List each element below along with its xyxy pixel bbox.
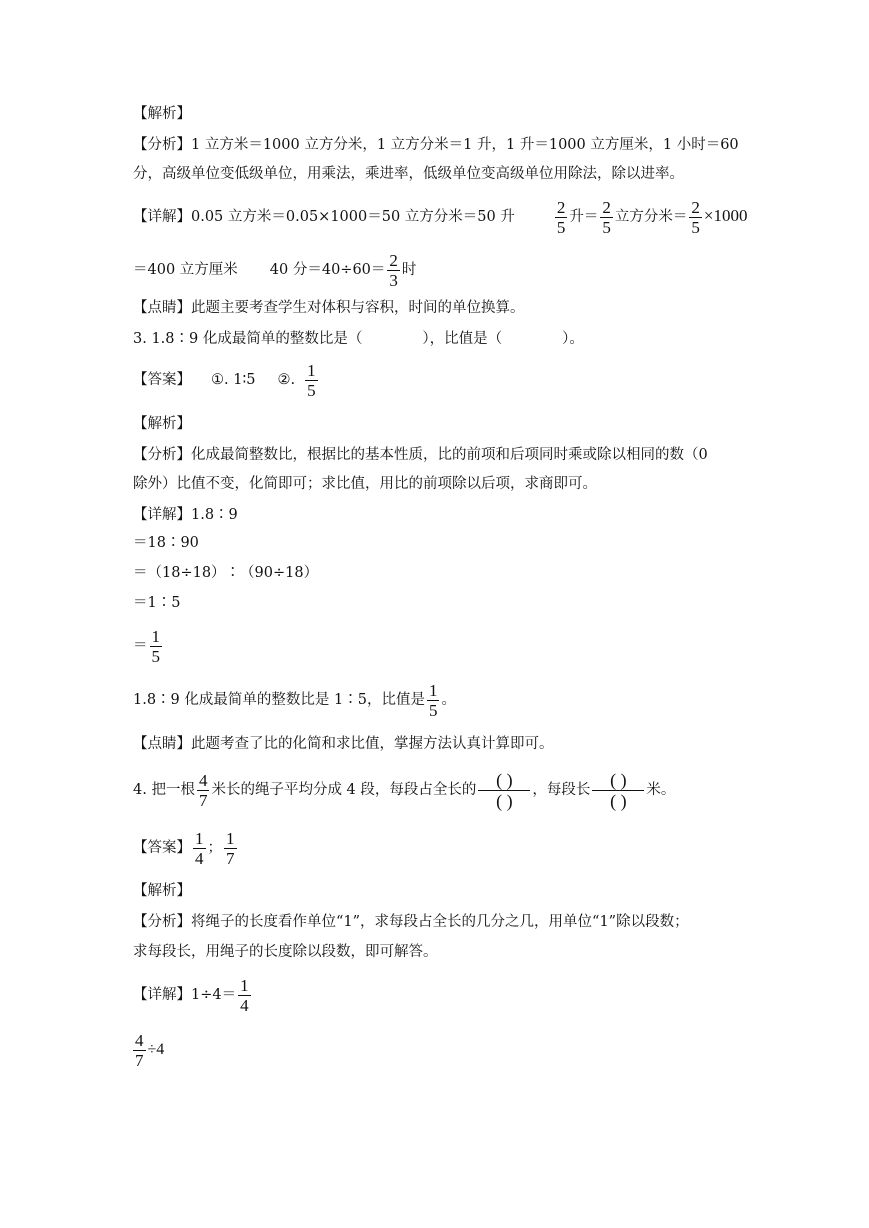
section-label-jiexi: 【解析】 (133, 416, 191, 432)
comment-line: 【点睛】此题考查了比的化简和求比值，掌握方法认真计算即可。 (133, 736, 554, 752)
detail-line-2: ＝400 立方厘米 40 分＝40÷60＝ $\frac{2}{3}$ 时 (133, 250, 417, 290)
fraction: $\frac{4}{7}$ (135, 1030, 144, 1070)
detail-step: ＝1∶5 (133, 595, 181, 611)
answer-3: 【答案】 ①. 1∶5 ②. $\frac{1}{5}$ (133, 360, 316, 400)
detail-step: ＝ $\frac{1}{5}$ (133, 626, 160, 666)
analysis-line-1: 【分析】将绳子的长度看作单位“1”，求每段占全长的几分之几，用单位“1”除以段数； (133, 914, 689, 930)
section-label-jiexi: 【解析】 (133, 106, 191, 122)
fraction: $\frac{1}{5}$ (151, 626, 160, 666)
analysis-line-2: 分，高级单位变低级单位，用乘法，乘进率，低级单位变高级单位用除法，除以进率。 (133, 166, 684, 182)
fraction: $\frac{1}{4}$ (240, 975, 249, 1015)
question-4: 4. 把一根 $\frac{4}{7}$ 米长的绳子平均分成 4 段，每段占全长的 ( ) ( ) ，每段长 ( ) ( ) 米。 (133, 769, 676, 811)
detail-text: 【详解】0.05 立方米＝0.05×1000＝50 立方分米＝50 升 (133, 209, 515, 225)
analysis-line-2: 除外）比值不变，化简即可；求比值，用比的前项除以后项，求商即可。 (133, 476, 597, 492)
analysis-line-1: 【分析】1 立方米＝1000 立方分米，1 立方分米＝1 升，1 升＝1000 立方厘米，1 小时＝60 (133, 137, 739, 153)
fraction: $\frac{2}{5}$ (691, 197, 700, 237)
section-label-jiexi: 【解析】 (133, 883, 191, 899)
detail-step: ＝（18÷18）∶（90÷18） (133, 565, 319, 581)
answer-blank-fraction: ( ) ( ) (478, 770, 530, 811)
fraction: $\frac{1}{5}$ (307, 360, 316, 400)
detail-line: 【详解】1÷4＝ $\frac{1}{4}$ (133, 975, 249, 1015)
fraction: $\frac{1}{7}$ (226, 828, 235, 868)
fraction: $\frac{4}{7}$ (198, 770, 208, 810)
answer-blank-fraction: ( ) ( ) (592, 770, 644, 811)
fraction: $\frac{2}{5}$ (556, 197, 566, 237)
conclusion-line: 1.8∶9 化成最简单的整数比是 1∶5，比值是 $\frac{1}{5}$ 。 (133, 680, 456, 720)
comment-line: 【点睛】此题主要考查学生对体积与容积，时间的单位换算。 (133, 300, 525, 316)
question-3: 3. 1.8∶9 化成最简单的整数比是（ ），比值是（ ）。 (133, 331, 584, 347)
fraction: $\frac{2}{3}$ (389, 250, 398, 290)
analysis-line-1: 【分析】化成最简整数比，根据比的基本性质，比的前项和后项同时乘或除以相同的数（0 (133, 447, 708, 463)
analysis-line-2: 求每段长，用绳子的长度除以段数，即可解答。 (133, 944, 438, 960)
answer-4: 【答案】 $\frac{1}{4}$ ； $\frac{1}{7}$ (133, 828, 235, 868)
fraction: $\frac{1}{5}$ (428, 680, 438, 720)
detail-step: ＝18∶90 (133, 535, 199, 551)
detail-step: 【详解】1.8∶9 (133, 507, 238, 523)
detail-line: $\frac{4}{7}$ ÷4 (135, 1030, 165, 1070)
detail-line-1: 【详解】0.05 立方米＝0.05×1000＝50 立方分米＝50 升 $\frac{2}{5}$ 升＝ $\frac{2}{5}$ 立方分米＝ $\frac{2}{5}$ ×1000 (133, 197, 748, 237)
fraction: $\frac{2}{5}$ (602, 197, 611, 237)
fraction: $\frac{1}{4}$ (195, 828, 204, 868)
